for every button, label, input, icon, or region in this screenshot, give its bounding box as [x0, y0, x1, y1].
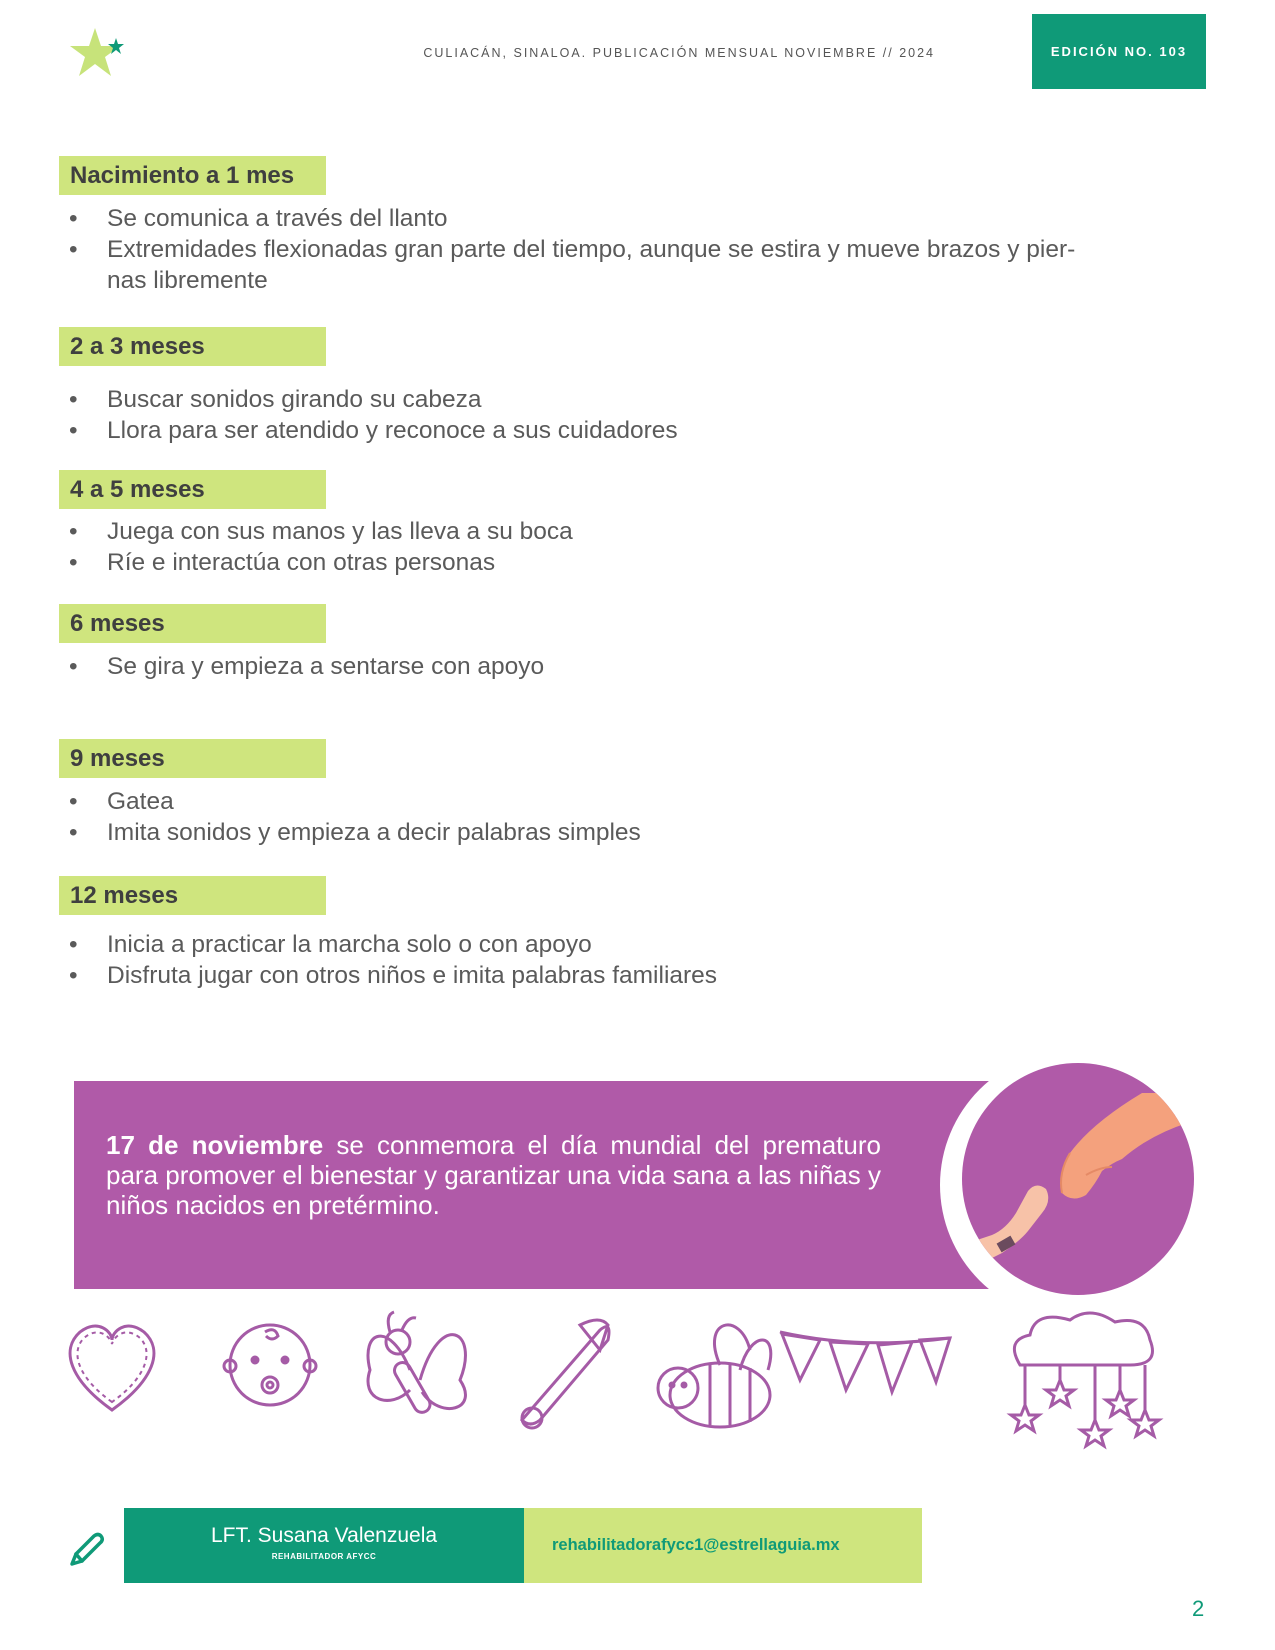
list-item: • Imita sonidos y empieza a decir palabras simples [59, 817, 1209, 848]
edition-badge: EDICIÓN NO. 103 [1032, 14, 1206, 89]
bunting-icon [780, 1332, 950, 1392]
author-email[interactable]: rehabilitadorafycc1@estrellaguia.mx [524, 1508, 922, 1583]
list-item: • Disfruta jugar con otros niños e imita palabras familiares [59, 960, 1209, 991]
list-item: • Ríe e interactúa con otras personas [59, 547, 1209, 578]
list-item: • Buscar sonidos girando su cabeza [59, 384, 1209, 415]
list-item: • Juega con sus manos y las lleva a su boca [59, 516, 1209, 547]
heart-icon [70, 1326, 154, 1410]
section-title: 4 a 5 meses [59, 470, 326, 509]
cloud-mobile-icon [1011, 1313, 1159, 1446]
section-2-3-months [59, 327, 1209, 446]
star-logo-icon [70, 26, 130, 82]
holding-hands-illustration [962, 1063, 1194, 1295]
list-item: • Se gira y empieza a sentarse con apoyo [59, 651, 1209, 682]
section-title: 9 meses [59, 739, 326, 778]
banner-text [106, 1130, 881, 1220]
decorative-doodles [60, 1310, 1220, 1460]
section-6-months [59, 604, 1209, 682]
section-4-5-months [59, 470, 1209, 578]
section-birth-1-month [59, 156, 1209, 296]
list-item: • Se comunica a través del llanto [59, 203, 1209, 234]
list-item: • Gatea [59, 786, 1209, 817]
banner-body: se conmemora el día mundial del prematuro para promover el bienestar y garantizar una vida sana a las niñas y niños nacidos en pretérmino. [106, 1130, 881, 1220]
section-title: Nacimiento a 1 mes [59, 156, 326, 195]
baby-face-icon [224, 1325, 316, 1405]
section-12-months [59, 876, 1209, 991]
list-item: • Inicia a practicar la marcha solo o con apoyo [59, 929, 1209, 960]
list-item: • Extremidades flexionadas gran parte del tiempo, aunque se estira y mueve brazos y pier- [59, 234, 1209, 265]
list-item-continuation: nas libremente [107, 267, 268, 294]
section-title: 12 meses [59, 876, 326, 915]
section-title: 2 a 3 meses [59, 327, 326, 366]
section-title: 6 meses [59, 604, 326, 643]
author-role: REHABILITADOR AFYCC [271, 1552, 377, 1561]
author-box [124, 1508, 524, 1583]
list-item: • Llora para ser atendido y reconoce a sus cuidadores [59, 415, 1209, 446]
pencil-icon [66, 1530, 106, 1570]
publication-line: CULIACÁN, SINALOA. PUBLICACIÓN MENSUAL NOVIEMBRE // 2024 [423, 46, 935, 60]
banner-highlight: 17 de noviembre [106, 1130, 324, 1160]
page-number: 2 [1192, 1596, 1205, 1621]
safety-pin-icon [522, 1320, 609, 1428]
author-name: LFT. Susana Valenzuela [210, 1524, 438, 1547]
bee-icon [658, 1325, 771, 1427]
butterfly-icon [368, 1312, 465, 1415]
section-9-months [59, 739, 1209, 848]
